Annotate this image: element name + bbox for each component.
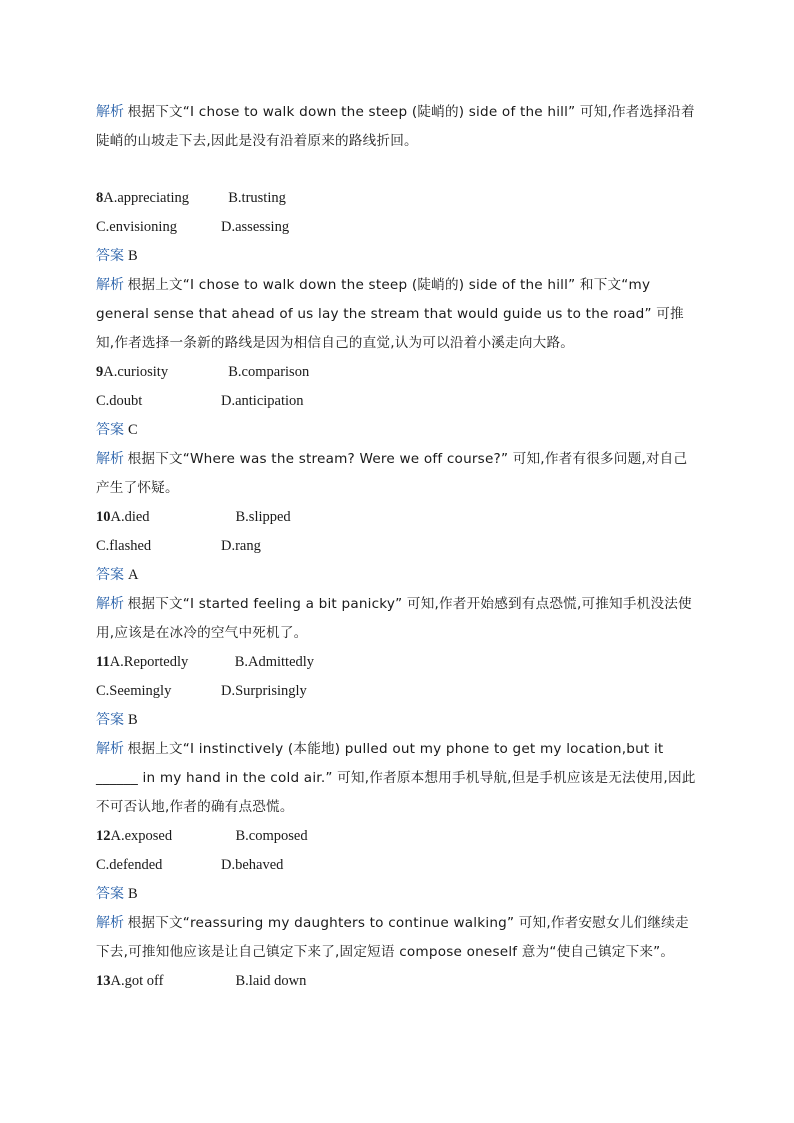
option-d: D.Surprisingly [221,683,307,699]
question-block-8 [96,184,696,358]
option-b: B.trusting [228,190,286,206]
option-a: A.got off [110,973,164,989]
explanation-label: 解析 [96,104,124,120]
answer-value: C [128,422,138,438]
options-row-2 [96,387,696,416]
answer-line [96,242,696,271]
explanation-label: 解析 [96,915,124,931]
explanation-line [96,735,696,822]
answer-value: B [128,248,138,264]
answer-line [96,880,696,909]
explanation-line [96,590,696,648]
explanation-text: 根据上文“I instinctively (本能地) pulled out my phone to get my location,but it ______ in my hand in the cold air.” 可知,作者原本想用手机导航,但是手机应该是无法使用,因此不可否认地,作者的确有点恐慌。 [96,741,696,815]
options-row-1 [96,358,696,387]
question-block-13 [96,967,696,996]
explanation-text: 根据下文“Where was the stream? Were we off course?” 可知,作者有很多问题,对自己产生了怀疑。 [96,451,688,496]
explanation-text: 根据下文“reassuring my daughters to continue walking” 可知,作者安慰女儿们继续走下去,可推知他应该是让自己镇定下来了,固定短语 compose oneself 意为“使自己镇定下来”。 [96,915,689,960]
question-number: 13 [96,973,111,989]
option-a: A.died [110,509,150,525]
options-row-1 [96,967,696,996]
option-a: A.Reportedly [109,654,189,670]
answer-value: A [128,567,139,583]
question-block-9 [96,358,696,503]
question-block-10 [96,503,696,648]
option-d: D.rang [221,538,261,554]
answer-label: 答案 [96,712,124,728]
options-row-1 [96,503,696,532]
options-row-1 [96,822,696,851]
explanation-label: 解析 [96,741,124,757]
options-row-2 [96,677,696,706]
explanation-text: 根据下文“I chose to walk down the steep (陡峭的) side of the hill” 可知,作者选择沿着陡峭的山坡走下去,因此是没有沿着原来的路线折回。 [96,104,695,149]
options-row-2 [96,851,696,880]
answer-value: B [128,712,138,728]
explanation-line [96,909,696,967]
option-a: A.curiosity [103,364,169,380]
answer-label: 答案 [96,567,124,583]
options-row-1 [96,648,696,677]
options-row-2 [96,532,696,561]
answer-label: 答案 [96,422,124,438]
options-row-1 [96,184,696,213]
explanation-text: 根据上文“I chose to walk down the steep (陡峭的) side of the hill” 和下文“my general sense that ahead of us lay the stream that would guide us to the road” 可推知,作者选择一条新的路线是因为相信自己的直觉,认为可以沿着小溪走向大路。 [96,277,684,351]
option-c: C.Seemingly [96,683,172,699]
option-d: D.anticipation [221,393,304,409]
option-a: A.appreciating [103,190,190,206]
option-b: B.slipped [235,509,291,525]
explanation-label: 解析 [96,596,124,612]
explanation-text: 根据下文“I started feeling a bit panicky” 可知,作者开始感到有点恐慌,可推知手机没法使用,应该是在冰冷的空气中死机了。 [96,596,692,641]
answer-line [96,561,696,590]
explanation-label: 解析 [96,277,124,293]
option-c: C.envisioning [96,219,177,235]
option-b: B.Admittedly [234,654,315,670]
answer-line [96,416,696,445]
option-b: B.composed [235,828,308,844]
question-number: 10 [96,509,111,525]
option-d: D.assessing [221,219,290,235]
option-c: C.doubt [96,393,143,409]
question-block-11 [96,648,696,822]
spacer [96,156,696,184]
question-number: 8 [96,190,104,206]
explanation-line [96,445,696,503]
option-b: B.laid down [235,973,307,989]
question-number: 9 [96,364,104,380]
answer-label: 答案 [96,248,124,264]
explanation-line [96,271,696,358]
answer-line [96,706,696,735]
options-row-2 [96,213,696,242]
explanation-label: 解析 [96,451,124,467]
answer-value: B [128,886,138,902]
option-a: A.exposed [110,828,173,844]
answer-label: 答案 [96,886,124,902]
question-number: 12 [96,828,111,844]
option-b: B.comparison [228,364,310,380]
document-body [96,98,696,996]
question-number: 11 [96,654,110,670]
question-block-12 [96,822,696,967]
option-c: C.defended [96,857,163,873]
intro-explanation [96,98,696,156]
option-d: D.behaved [221,857,284,873]
option-c: C.flashed [96,538,152,554]
